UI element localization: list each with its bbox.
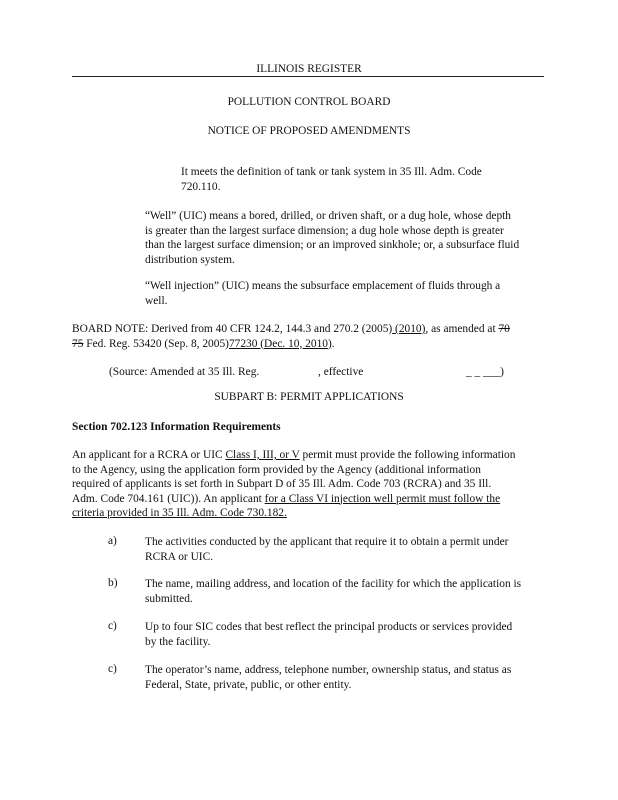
list-item-label: a)	[108, 535, 117, 547]
board-title: POLLUTION CONTROL BOARD	[227, 96, 391, 108]
register-title: ILLINOIS REGISTER	[256, 63, 362, 75]
intro-paragraph: An applicant for a RCRA or UIC Class I, III, or V permit must provide the following information to the Agency, using the application form provided by the Agency (additional information required of applicants is set forth in Subpart D of 35 Ill. Adm. Code 703 (RCRA) and 35 Ill. Adm. Code 704.161 (UIC)). An applicant for a Class VI injection well permit must follow the criteria provided in 35 Ill. Adm. Code 730.182.	[72, 449, 516, 519]
board-note: BOARD NOTE: Derived from 40 CFR 124.2, 144.3 and 270.2 (2005) (2010), as amended at 70 75 Fed. Reg. 53420 (Sep. 8, 2005)77230 (Dec. 10, 2010).	[72, 323, 510, 350]
list-item-label: c)	[108, 620, 117, 632]
tank-definition: It meets the definition of tank or tank system in 35 Ill. Adm. Code 720.110.	[181, 166, 482, 193]
notice-title: NOTICE OF PROPOSED AMENDMENTS	[207, 125, 411, 137]
source-effective: , effective	[318, 366, 364, 378]
list-item: The name, mailing address, and location of the facility for which the application is submitted.	[145, 578, 522, 605]
source-line: (Source: Amended at 35 Ill. Reg.	[109, 366, 260, 378]
list-item: Up to four SIC codes that best reflect the principal products or services provided by the facility.	[145, 621, 513, 648]
list-item: The activities conducted by the applicant that require it to obtain a permit under RCRA or UIC.	[145, 536, 509, 563]
list-item-label: b)	[108, 577, 118, 589]
subpart-heading: SUBPART B: PERMIT APPLICATIONS	[214, 391, 404, 403]
source-blank: _ _ ___)	[466, 366, 504, 378]
list-item: The operator’s name, address, telephone number, ownership status, and status as Federal, State, private, public, or other entity.	[145, 664, 512, 691]
list-item-label: c)	[108, 663, 117, 675]
well-definition: “Well” (UIC) means a bored, drilled, or driven shaft, or a dug hole, whose depth is greater than the largest surface dimension; a dug hole whose depth is greater than the largest surface dimension; or an improved sinkhole; or, a subsurface fluid distribution system.	[145, 210, 520, 266]
well-injection-definition: “Well injection” (UIC) means the subsurface emplacement of fluids through a well.	[145, 280, 501, 307]
section-title: Section 702.123 Information Requirements	[72, 421, 281, 433]
header-rule	[72, 76, 544, 77]
